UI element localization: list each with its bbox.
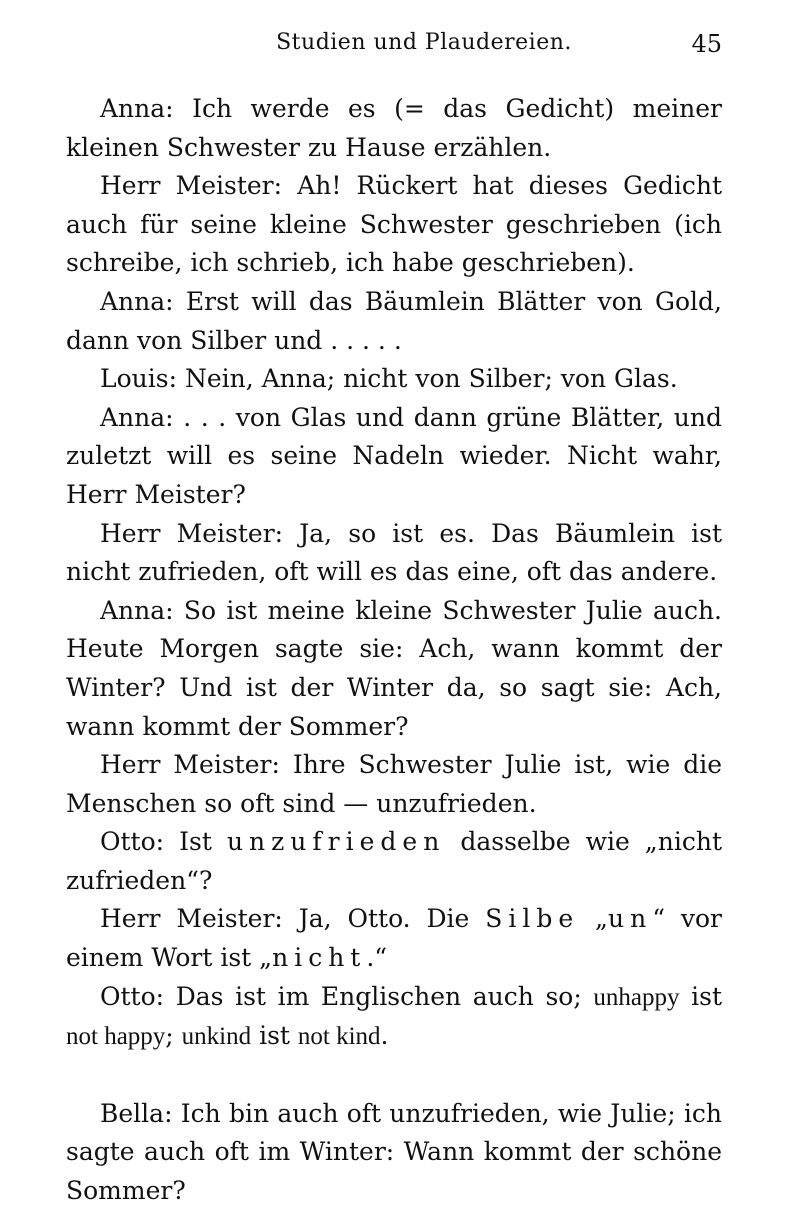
speech-text: .: [380, 1021, 389, 1051]
speech-text: ist: [251, 1021, 298, 1051]
speech-text: . . . von Glas und dann grüne Blätter, und zuletzt will es seine Nadeln wieder. Nicht wahr, Herr Meister?: [66, 402, 723, 509]
dialogue-paragraph: Bella: Ich bin auch oft unzufrieden, wie Julie; ich sagte auch oft im Winter: Wann kommt der schöne Sommer?: [66, 1098, 722, 1206]
speaker-name: Herr Meister: [100, 750, 272, 780]
speech-text: ist: [679, 981, 722, 1011]
speaker-name: Anna: [100, 595, 166, 625]
speaker-name: Herr Meister: [100, 171, 274, 201]
speech-text: Nein, Anna; nicht von Silber; von Glas.: [184, 364, 678, 394]
speech-text: nicht: [272, 943, 367, 973]
dialogue-paragraph: Anna: So ist meine kleine Schwester Julie auch. Heute Morgen sagte sie: Ach, wann kommt der Winter? Und ist der Winter da, so sagt sie: Ach, wann kommt der Sommer?: [66, 595, 722, 741]
speech-text: dasselbe wie „nicht zufrieden“?: [66, 827, 723, 895]
speech-text: Ihre Schwester Julie ist, wie die Menschen so oft sind — unzufrieden.: [66, 750, 722, 818]
speech-text: ;: [165, 1021, 182, 1051]
speech-text: unhappy: [593, 983, 680, 1011]
speech-text: not happy: [66, 1023, 166, 1051]
speaker-name: Anna: [100, 402, 166, 432]
speaker-name: Anna: [100, 94, 166, 123]
dialogue-paragraph: Herr Meister: Ja, Otto. Die Silbe „un“ vor einem Wort ist „nicht.“: [66, 904, 722, 973]
speaker-name: Herr Meister: [100, 518, 275, 548]
dialogue-paragraph: Herr Meister: Ihre Schwester Julie ist, wie die Menschen so oft sind — unzufrieden.: [66, 750, 722, 818]
dialogue-paragraph: Anna: Ich werde es (= das Gedicht) meiner kleinen Schwester zu Hause erzählen.: [66, 94, 722, 162]
dialogue-paragraph: Otto: Ist unzufrieden dasselbe wie „nicht zufrieden“?: [66, 827, 723, 895]
speech-text: .“: [366, 943, 388, 973]
speech-text: Ja, Otto. Die: [298, 904, 486, 934]
speech-text: „: [579, 904, 608, 934]
speech-text: unkind: [181, 1023, 252, 1051]
speaker-name: Louis: [100, 364, 169, 394]
speaker-name: Herr Meister: [100, 904, 275, 934]
dialogue-paragraph: Herr Meister: Ah! Rückert hat dieses Gedicht auch für seine kleine Schwester geschrieben (ich schreibe, ich schrieb, ich habe geschrieben).: [66, 171, 722, 278]
speaker-name: Bella: [100, 1098, 165, 1128]
dialogue-paragraph: Louis: Nein, Anna; nicht von Silber; von Glas.: [100, 364, 678, 394]
speech-text: So ist meine kleine Schwester Julie auch. Heute Morgen sagte sie: Ach, wann kommt der Winter? Und ist der Winter da, so sagt sie: Ach, wann kommt der Sommer?: [66, 595, 722, 741]
speech-text: not kind: [297, 1023, 381, 1051]
speech-text: Ich bin auch oft unzufrieden, wie Julie; ich sagte auch oft im Winter: Wann kommt der schöne Sommer?: [66, 1098, 722, 1206]
speech-text: Das ist im Englischen auch so;: [175, 981, 594, 1011]
speaker-name: Anna: [100, 286, 166, 316]
speaker-name: Otto: [100, 827, 156, 857]
speech-text: un: [608, 904, 653, 934]
dialogue-text: [66, 90, 722, 1211]
dialogue-paragraph: Herr Meister: Ja, so ist es. Das Bäumlein ist nicht zufrieden, oft will es das eine, oft das andere.: [66, 518, 722, 587]
speaker-name: Otto: [100, 981, 156, 1011]
dialogue-paragraph: Anna: Erst will das Bäumlein Blätter von Gold, dann von Silber und . . . . .: [66, 286, 722, 355]
page-number: 45: [691, 30, 722, 58]
page-header: [66, 30, 722, 70]
dialogue-paragraph: Anna: . . . von Glas und dann grüne Blätter, und zuletzt will es seine Nadeln wieder. Nicht wahr, Herr Meister?: [66, 402, 723, 509]
speech-text: Ah! Rückert hat dieses Gedicht auch für seine kleine Schwester geschrieben (ich schreibe, ich schrieb, ich habe geschrieben).: [66, 171, 722, 278]
speech-text: “ vor einem Wort ist „: [66, 904, 722, 973]
dialogue-paragraph: Otto: Das ist im Englischen auch so; unhappy ist not happy; unkind ist not kind.: [66, 981, 722, 1051]
speech-text: Ist: [179, 827, 227, 857]
speech-text: unzufrieden: [226, 827, 446, 857]
speech-text: Erst will das Bäumlein Blätter von Gold, dann von Silber und . . . . .: [66, 286, 722, 355]
running-head: Studien und Plaudereien.: [276, 30, 572, 55]
speech-text: Silbe: [485, 904, 580, 934]
speech-text: Ich werde es (= das Gedicht) meiner kleinen Schwester zu Hause erzählen.: [66, 94, 722, 162]
speech-text: Ja, so ist es. Das Bäumlein ist nicht zufrieden, oft will es das eine, oft das andere.: [66, 518, 722, 587]
